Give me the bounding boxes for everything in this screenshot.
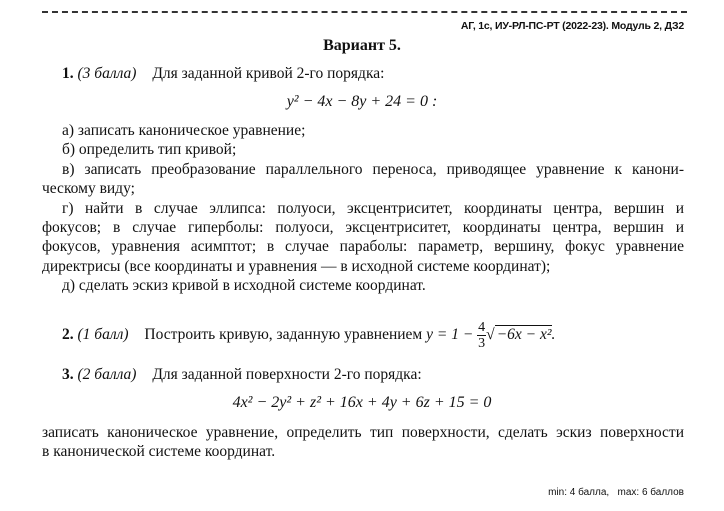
denominator: 3: [478, 336, 486, 351]
problem-points: (2 балла): [77, 366, 137, 383]
problem-2-equation: y = 1 − $\frac{4}{3}$ √ −6x − x².: [426, 320, 556, 351]
problem-1-line: г) найти в случае эллипса: полуоси, эксцентриситет, координаты центра, вершин и: [62, 200, 684, 217]
equation-left: y = 1 −: [426, 326, 474, 344]
problem-3-line: записать каноническое уравнение, определить тип поверхности, сделать эскиз поверхности: [42, 424, 684, 441]
problem-1-line: в) записать преобразование параллельного переноса, приводящее уравнение к канони-: [62, 161, 684, 178]
problem-1-line: фокусов, уравнения асимптот; в случае параболы: параметр, вершину, фокус уравнение: [42, 238, 684, 255]
problem-1-heading: [62, 65, 684, 83]
fraction: [477, 320, 486, 351]
equation-end: .: [551, 326, 556, 344]
dashed-separator: [42, 11, 687, 13]
problem-1-line: а) записать каноническое уравнение;: [62, 122, 306, 139]
problem-number: 1.: [62, 65, 74, 82]
problem-3-line: в канонической системе координат.: [42, 443, 276, 460]
numerator: 4: [478, 320, 486, 335]
radicand: −6x − x²: [496, 326, 552, 344]
problem-points: (1 балл): [77, 326, 129, 344]
problem-number: 3.: [62, 366, 74, 383]
problem-1-equation: y² − 4x − 8y + 24 = 0 :: [286, 93, 438, 110]
problem-1-line: фокусов; в случае гиперболы: полуоси, эксцентриситет, координаты центра, вершин и: [42, 219, 684, 236]
score-range: min: 4 балла, max: 6 баллов: [548, 487, 684, 498]
problem-intro: Построить кривую, заданную уравнением: [144, 326, 423, 344]
problem-number: 2.: [62, 326, 74, 344]
problem-points: (3 балла): [77, 65, 137, 82]
problem-intro: Для заданной поверхности 2-го порядка:: [152, 366, 422, 383]
problem-1-line: директрисы (все координаты и уравнения — в исходной системе координат);: [42, 258, 551, 275]
course-header: АГ, 1с, ИУ-РЛ-ПС-РТ (2022-23). Модуль 2, ДЗ2: [460, 20, 684, 32]
problem-3-heading: [62, 366, 684, 384]
problem-1-line: д) сделать эскиз кривой в исходной системе координат.: [62, 277, 426, 294]
problem-1-line: ческому виду;: [42, 180, 135, 197]
problem-3-equation: 4x² − 2y² + z² + 16x + 4y + 6z + 15 = 0: [232, 394, 492, 411]
problem-2-heading: [62, 320, 684, 351]
problem-intro: Для заданной кривой 2-го порядка:: [152, 65, 385, 82]
variant-title: Вариант 5.: [323, 37, 401, 54]
problem-1-line: б) определить тип кривой;: [62, 141, 237, 158]
